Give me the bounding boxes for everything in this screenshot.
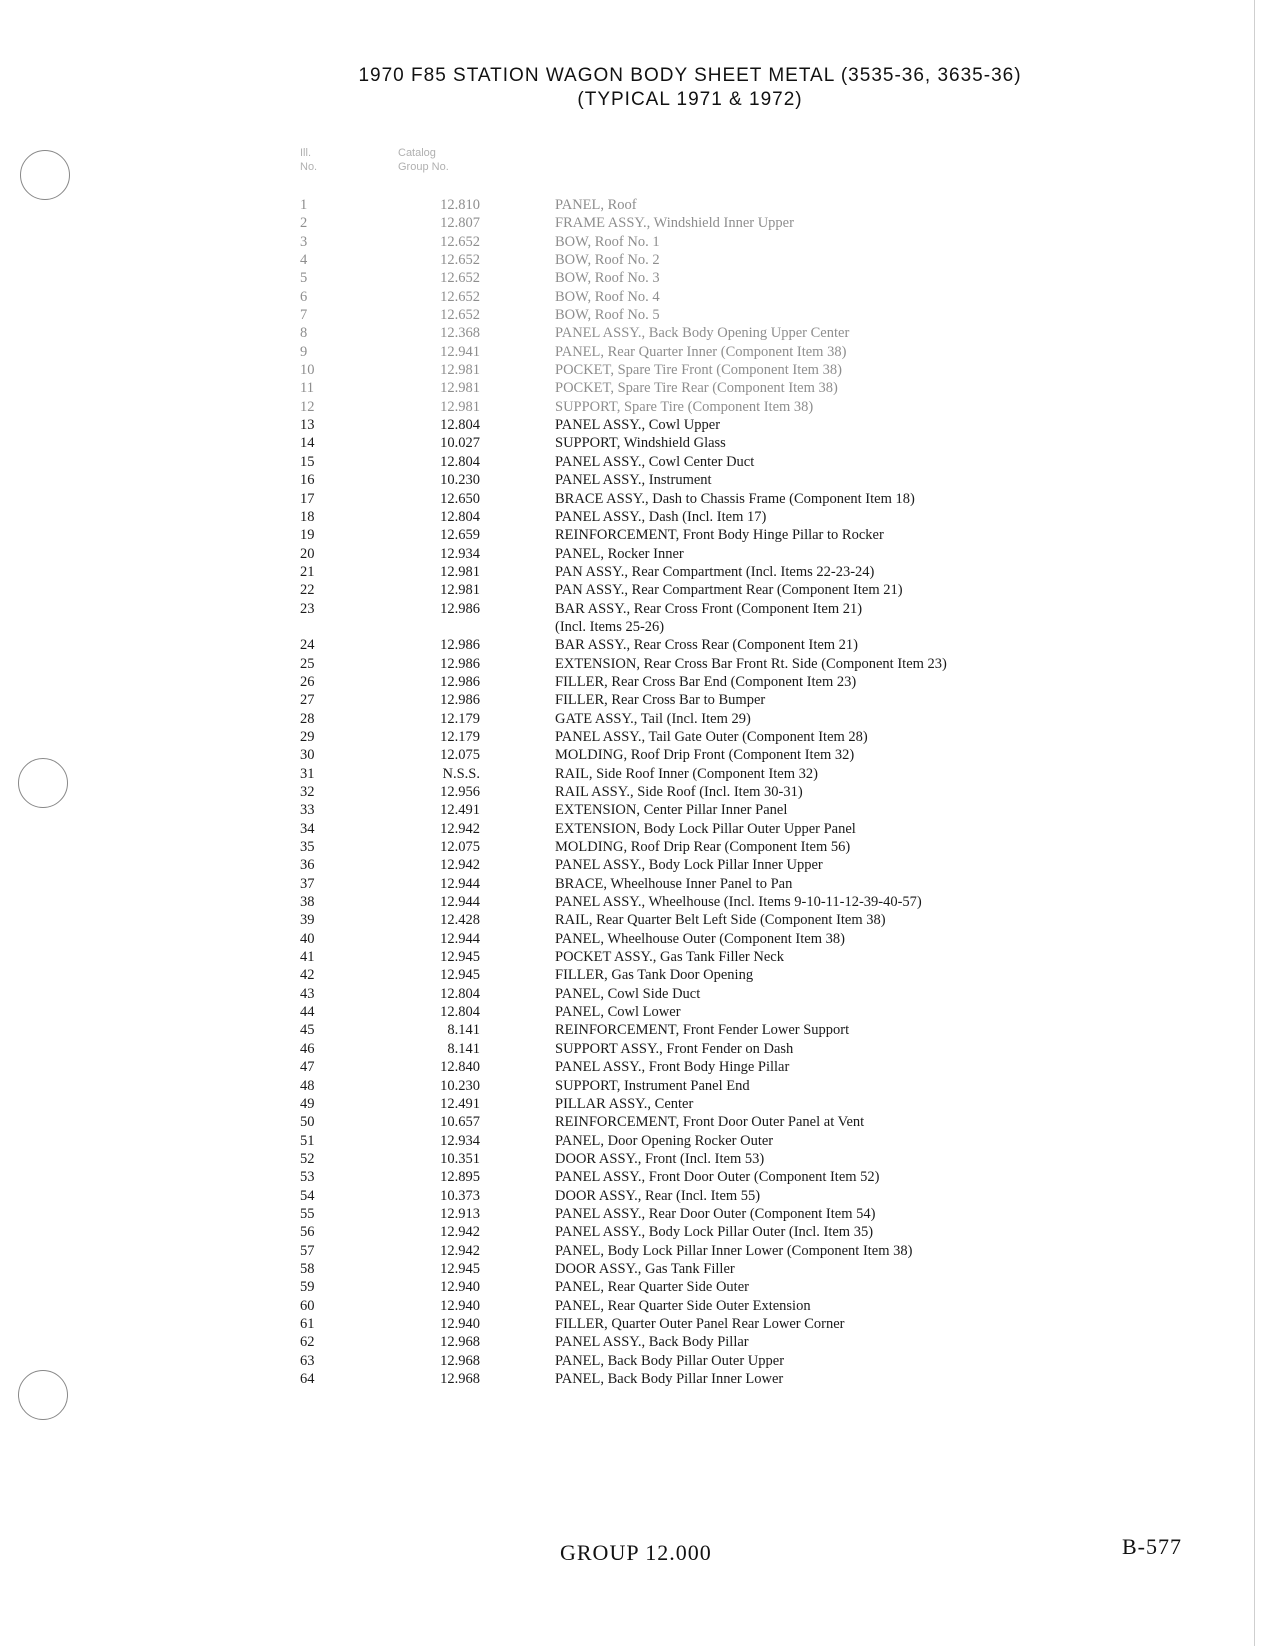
ill-number: 18 [300, 508, 315, 525]
part-description: FILLER, Gas Tank Door Opening [555, 967, 754, 984]
ill-number: 9 [300, 343, 308, 360]
parts-list-row [300, 1315, 1120, 1333]
ill-number: 64 [300, 1371, 315, 1387]
parts-list-row [300, 655, 1120, 673]
part-description: PANEL, Back Body Pillar Outer Upper [555, 1352, 785, 1369]
header-group-line-2: Group No. [398, 161, 449, 173]
ill-number: 32 [300, 784, 315, 800]
parts-list-row [300, 251, 1120, 269]
ill-number: 40 [300, 930, 315, 947]
part-description: SUPPORT, Windshield Glass [555, 435, 726, 452]
part-description: PANEL ASSY., Cowl Center Duct [555, 453, 755, 470]
part-description: DOOR ASSY., Front (Incl. Item 53) [555, 1150, 765, 1167]
group-number: 10.230 [440, 472, 480, 489]
parts-list-row [300, 269, 1120, 287]
parts-list-row [300, 893, 1120, 911]
group-number: 12.968 [440, 1352, 480, 1369]
part-description: FRAME ASSY., Windshield Inner Upper [555, 215, 794, 232]
group-number: 12.945 [440, 967, 480, 984]
parts-list-row [300, 398, 1120, 416]
ill-number: 36 [300, 857, 315, 874]
ill-number: 46 [300, 1040, 315, 1057]
group-number: 12.934 [440, 545, 480, 562]
ill-number: 53 [300, 1169, 315, 1186]
ill-number: 16 [300, 472, 315, 489]
group-number: 8.141 [447, 1040, 480, 1057]
parts-list-row [300, 453, 1120, 471]
part-description: MOLDING, Roof Drip Front (Component Item 32) [555, 747, 855, 764]
ill-number: 7 [300, 307, 308, 324]
ill-number: 3 [300, 233, 308, 250]
group-number: 12.986 [440, 655, 480, 672]
part-description: RAIL, Side Roof Inner (Component Item 32) [555, 765, 818, 782]
ill-number: 10 [300, 362, 315, 379]
ill-number: 23 [300, 600, 315, 617]
ill-number: 37 [300, 875, 315, 892]
parts-list-row [300, 1260, 1120, 1278]
part-description: BRACE, Wheelhouse Inner Panel to Pan [555, 875, 793, 892]
ill-number: 20 [300, 545, 315, 562]
group-number: 12.981 [440, 563, 480, 580]
part-description: PANEL ASSY., Dash (Incl. Item 17) [555, 508, 767, 525]
group-number: 12.075 [440, 747, 480, 764]
group-number: 12.968 [440, 1334, 480, 1351]
group-number: 12.652 [440, 288, 480, 305]
part-description: PANEL, Body Lock Pillar Inner Lower (Component Item 38) [555, 1242, 913, 1259]
ill-number: 4 [300, 252, 308, 269]
ill-number: 6 [300, 288, 308, 305]
parts-list-row [300, 1223, 1120, 1241]
part-description: BRACE ASSY., Dash to Chassis Frame (Component Item 18) [555, 490, 915, 507]
part-description: (Incl. Items 25-26) [555, 618, 665, 635]
group-number: 12.804 [440, 508, 480, 525]
part-description: RAIL, Rear Quarter Belt Left Side (Component Item 38) [555, 912, 886, 929]
part-description: SUPPORT, Spare Tire (Component Item 38) [555, 398, 814, 415]
footer-group-label: GROUP 12.000 [560, 1540, 712, 1565]
parts-list-row [300, 581, 1120, 599]
ill-number: 28 [300, 710, 315, 727]
ill-number: 17 [300, 490, 315, 507]
ill-number: 27 [300, 692, 315, 709]
ill-number: 42 [300, 967, 315, 984]
header-ill-line-1: Ill. [300, 147, 311, 159]
group-number: 12.940 [440, 1315, 480, 1332]
group-number: 12.840 [440, 1059, 480, 1076]
part-description: FILLER, Rear Cross Bar End (Component Item 23) [555, 673, 857, 690]
parts-list-row [300, 214, 1120, 232]
part-description: BOW, Roof No. 1 [555, 233, 660, 250]
group-number: 12.944 [440, 875, 480, 892]
part-description: PANEL, Rocker Inner [555, 545, 684, 562]
group-number: 12.652 [440, 307, 480, 324]
part-description: EXTENSION, Center Pillar Inner Panel [555, 802, 788, 819]
parts-list [300, 196, 1120, 1388]
part-description: PANEL ASSY., Rear Door Outer (Component Item 54) [555, 1205, 876, 1222]
parts-list-row [300, 856, 1120, 874]
page-edge-line [1254, 0, 1255, 1646]
part-description: PANEL, Back Body Pillar Inner Lower [555, 1371, 784, 1387]
parts-list-row [300, 1278, 1120, 1296]
column-header-ill-no [300, 146, 317, 174]
parts-list-row [300, 1333, 1120, 1351]
part-description: SUPPORT, Instrument Panel End [555, 1077, 750, 1094]
part-description: BOW, Roof No. 5 [555, 307, 660, 324]
part-description: BAR ASSY., Rear Cross Front (Component Item 21) [555, 600, 863, 617]
group-number: 12.942 [440, 857, 480, 874]
parts-list-row [300, 948, 1120, 966]
part-description: BOW, Roof No. 4 [555, 288, 660, 305]
ill-number: 56 [300, 1224, 315, 1241]
ill-number: 44 [300, 1004, 315, 1021]
part-description: PANEL ASSY., Back Body Pillar [555, 1334, 749, 1351]
title-line-2: (TYPICAL 1971 & 1972) [577, 89, 803, 110]
footer-page-number: B-577 [1122, 1534, 1182, 1559]
group-number: 12.934 [440, 1132, 480, 1149]
column-header-group-no [398, 146, 449, 174]
ill-number: 14 [300, 435, 315, 452]
group-number: 12.981 [440, 380, 480, 397]
group-number: 12.810 [440, 197, 480, 213]
punch-hole-middle [18, 758, 68, 808]
parts-list-row [300, 636, 1120, 654]
part-description: PANEL ASSY., Body Lock Pillar Inner Upper [555, 857, 823, 874]
group-number: 12.940 [440, 1297, 480, 1314]
parts-list-row [300, 1168, 1120, 1186]
group-number: 12.981 [440, 362, 480, 379]
ill-number: 29 [300, 728, 315, 745]
ill-number: 39 [300, 912, 315, 929]
parts-list-row [300, 233, 1120, 251]
part-description: BOW, Roof No. 2 [555, 252, 660, 269]
group-number: 12.804 [440, 1004, 480, 1021]
ill-number: 61 [300, 1315, 315, 1332]
group-number: 12.942 [440, 820, 480, 837]
part-description: GATE ASSY., Tail (Incl. Item 29) [555, 710, 751, 727]
ill-number: 11 [300, 380, 314, 397]
group-number: 12.913 [440, 1205, 480, 1222]
part-description: POCKET, Spare Tire Rear (Component Item 38) [555, 380, 838, 397]
group-number: 12.804 [440, 417, 480, 434]
group-number: 12.075 [440, 839, 480, 856]
part-description: PANEL, Cowl Lower [555, 1004, 681, 1021]
group-number: 12.179 [440, 728, 480, 745]
parts-list-row [300, 343, 1120, 361]
part-description: PANEL, Rear Quarter Inner (Component Item 38) [555, 343, 847, 360]
group-number: 12.941 [440, 343, 480, 360]
parts-list-row [300, 875, 1120, 893]
ill-number: 15 [300, 453, 315, 470]
part-description: FILLER, Quarter Outer Panel Rear Lower Corner [555, 1315, 845, 1332]
part-description: PAN ASSY., Rear Compartment (Incl. Items 22-23-24) [555, 563, 875, 580]
parts-list-row [300, 911, 1120, 929]
group-number: 12.652 [440, 233, 480, 250]
ill-number: 19 [300, 527, 315, 544]
ill-number: 50 [300, 1114, 315, 1131]
ill-number: 49 [300, 1095, 315, 1112]
parts-list-row [300, 728, 1120, 746]
group-number: 12.944 [440, 894, 480, 911]
parts-list-row [300, 930, 1120, 948]
parts-list-row [300, 545, 1120, 563]
group-number: 12.807 [440, 215, 480, 232]
ill-number: 38 [300, 894, 315, 911]
parts-list-row [300, 801, 1120, 819]
group-number: 8.141 [447, 1022, 480, 1039]
ill-number: 31 [300, 765, 315, 782]
ill-number: 25 [300, 655, 315, 672]
part-description: DOOR ASSY., Rear (Incl. Item 55) [555, 1187, 761, 1204]
parts-list-row [300, 471, 1120, 489]
group-number: 12.428 [440, 912, 480, 929]
parts-list-row [300, 1095, 1120, 1113]
parts-list-row [300, 746, 1120, 764]
ill-number: 35 [300, 839, 315, 856]
part-description: PANEL, Door Opening Rocker Outer [555, 1132, 774, 1149]
ill-number: 21 [300, 563, 315, 580]
ill-number: 54 [300, 1187, 315, 1204]
ill-number: 58 [300, 1260, 315, 1277]
parts-list-row [300, 508, 1120, 526]
part-description: PANEL ASSY., Front Body Hinge Pillar [555, 1059, 790, 1076]
part-description: PANEL, Roof [555, 197, 637, 213]
group-number: 12.944 [440, 930, 480, 947]
part-description: PANEL ASSY., Instrument [555, 472, 712, 489]
header-group-line-1: Catalog [398, 147, 436, 159]
parts-list-row [300, 1297, 1120, 1315]
ill-number: 34 [300, 820, 315, 837]
parts-list-row [300, 1370, 1120, 1388]
ill-number: 24 [300, 637, 315, 654]
group-number: 12.968 [440, 1371, 480, 1387]
part-description: POCKET, Spare Tire Front (Component Item 38) [555, 362, 842, 379]
part-description: EXTENSION, Rear Cross Bar Front Rt. Side (Component Item 23) [555, 655, 947, 672]
parts-list-row [300, 600, 1120, 618]
part-description: PANEL ASSY., Tail Gate Outer (Component Item 28) [555, 728, 868, 745]
part-description: PANEL ASSY., Cowl Upper [555, 417, 721, 434]
part-description: PANEL, Wheelhouse Outer (Component Item 38) [555, 930, 845, 947]
punch-hole-top [20, 150, 70, 200]
parts-list-row [300, 838, 1120, 856]
part-description: PAN ASSY., Rear Compartment Rear (Component Item 21) [555, 582, 903, 599]
group-number: 10.657 [440, 1114, 480, 1131]
group-number: 12.491 [440, 802, 480, 819]
parts-list-row [300, 288, 1120, 306]
ill-number: 8 [300, 325, 308, 342]
group-number: 12.652 [440, 270, 480, 287]
part-description: BOW, Roof No. 3 [555, 270, 660, 287]
part-description: PANEL ASSY., Wheelhouse (Incl. Items 9-10-11-12-39-40-57) [555, 894, 922, 911]
parts-list-row [300, 379, 1120, 397]
parts-list-row [300, 765, 1120, 783]
group-number: 12.491 [440, 1095, 480, 1112]
page-title [300, 64, 1080, 112]
parts-list-row [300, 306, 1120, 324]
ill-number: 60 [300, 1297, 315, 1314]
ill-number: 47 [300, 1059, 315, 1076]
parts-list-row [300, 1187, 1120, 1205]
ill-number: 12 [300, 398, 315, 415]
group-number: 12.986 [440, 673, 480, 690]
parts-list-row-continuation [300, 618, 1120, 636]
title-line-1: 1970 F85 STATION WAGON BODY SHEET METAL (3535-36, 3635-36) [358, 65, 1022, 86]
part-description: PANEL, Cowl Side Duct [555, 985, 701, 1002]
group-number: 12.956 [440, 784, 480, 800]
parts-list-row [300, 691, 1120, 709]
ill-number: 22 [300, 582, 315, 599]
group-number: 12.804 [440, 985, 480, 1002]
group-number: 12.942 [440, 1242, 480, 1259]
part-description: PILLAR ASSY., Center [555, 1095, 694, 1112]
ill-number: 30 [300, 747, 315, 764]
group-number: 12.652 [440, 252, 480, 269]
parts-list-row [300, 1352, 1120, 1370]
group-number: 12.986 [440, 637, 480, 654]
header-ill-line-2: No. [300, 161, 318, 173]
ill-number: 63 [300, 1352, 315, 1369]
part-description: PANEL ASSY., Back Body Opening Upper Center [555, 325, 850, 342]
part-description: DOOR ASSY., Gas Tank Filler [555, 1260, 735, 1277]
part-description: PANEL, Rear Quarter Side Outer Extension [555, 1297, 811, 1314]
parts-list-row [300, 1242, 1120, 1260]
ill-number: 55 [300, 1205, 315, 1222]
ill-number: 48 [300, 1077, 315, 1094]
group-number: 12.895 [440, 1169, 480, 1186]
ill-number: 33 [300, 802, 315, 819]
group-number: 10.230 [440, 1077, 480, 1094]
group-number: 10.373 [440, 1187, 480, 1204]
part-description: REINFORCEMENT, Front Fender Lower Support [555, 1022, 850, 1039]
ill-number: 2 [300, 215, 308, 232]
part-description: REINFORCEMENT, Front Body Hinge Pillar to Rocker [555, 527, 884, 544]
part-description: POCKET ASSY., Gas Tank Filler Neck [555, 949, 784, 966]
part-description: RAIL ASSY., Side Roof (Incl. Item 30-31) [555, 784, 803, 800]
group-number: 10.027 [440, 435, 480, 452]
parts-list-row [300, 490, 1120, 508]
parts-list-row [300, 324, 1120, 342]
ill-number: 1 [300, 197, 308, 213]
group-number: 12.659 [440, 527, 480, 544]
ill-number: 13 [300, 417, 315, 434]
ill-number: 62 [300, 1334, 315, 1351]
parts-list-row [300, 1077, 1120, 1095]
group-number: 12.179 [440, 710, 480, 727]
group-number: N.S.S. [442, 765, 480, 782]
part-description: PANEL ASSY., Body Lock Pillar Outer (Incl. Item 35) [555, 1224, 874, 1241]
group-number: 12.804 [440, 453, 480, 470]
group-number: 12.945 [440, 1260, 480, 1277]
parts-list-row [300, 563, 1120, 581]
parts-list-row [300, 416, 1120, 434]
parts-list-row [300, 361, 1120, 379]
group-number: 12.981 [440, 398, 480, 415]
ill-number: 5 [300, 270, 308, 287]
parts-list-row [300, 985, 1120, 1003]
parts-list-row [300, 673, 1120, 691]
group-number: 12.368 [440, 325, 480, 342]
parts-list-row [300, 1040, 1120, 1058]
parts-list-row [300, 1150, 1120, 1168]
part-description: MOLDING, Roof Drip Rear (Component Item 56) [555, 839, 851, 856]
group-number: 12.650 [440, 490, 480, 507]
punch-hole-bottom [18, 1370, 68, 1420]
part-description: REINFORCEMENT, Front Door Outer Panel at Vent [555, 1114, 865, 1131]
ill-number: 52 [300, 1150, 315, 1167]
part-description: SUPPORT ASSY., Front Fender on Dash [555, 1040, 794, 1057]
group-number: 10.351 [440, 1150, 480, 1167]
group-number: 12.986 [440, 692, 480, 709]
group-number: 12.940 [440, 1279, 480, 1296]
group-number: 12.981 [440, 582, 480, 599]
part-description: FILLER, Rear Cross Bar to Bumper [555, 692, 766, 709]
parts-list-row [300, 1021, 1120, 1039]
group-number: 12.942 [440, 1224, 480, 1241]
ill-number: 26 [300, 673, 315, 690]
group-number: 12.986 [440, 600, 480, 617]
ill-number: 43 [300, 985, 315, 1002]
parts-list-row [300, 783, 1120, 801]
part-description: PANEL, Rear Quarter Side Outer [555, 1279, 749, 1296]
part-description: PANEL ASSY., Front Door Outer (Component Item 52) [555, 1169, 880, 1186]
part-description: EXTENSION, Body Lock Pillar Outer Upper Panel [555, 820, 856, 837]
part-description: BAR ASSY., Rear Cross Rear (Component Item 21) [555, 637, 859, 654]
parts-list-row [300, 1113, 1120, 1131]
parts-list-row [300, 196, 1120, 214]
parts-list-row [300, 434, 1120, 452]
parts-list-row [300, 1132, 1120, 1150]
parts-list-row [300, 820, 1120, 838]
ill-number: 51 [300, 1132, 315, 1149]
parts-list-row [300, 710, 1120, 728]
ill-number: 45 [300, 1022, 315, 1039]
group-number: 12.945 [440, 949, 480, 966]
ill-number: 41 [300, 949, 315, 966]
parts-list-row [300, 966, 1120, 984]
ill-number: 57 [300, 1242, 315, 1259]
ill-number: 59 [300, 1279, 315, 1296]
parts-list-row [300, 1058, 1120, 1076]
parts-list-row [300, 1205, 1120, 1223]
parts-list-row [300, 1003, 1120, 1021]
parts-list-row [300, 526, 1120, 544]
